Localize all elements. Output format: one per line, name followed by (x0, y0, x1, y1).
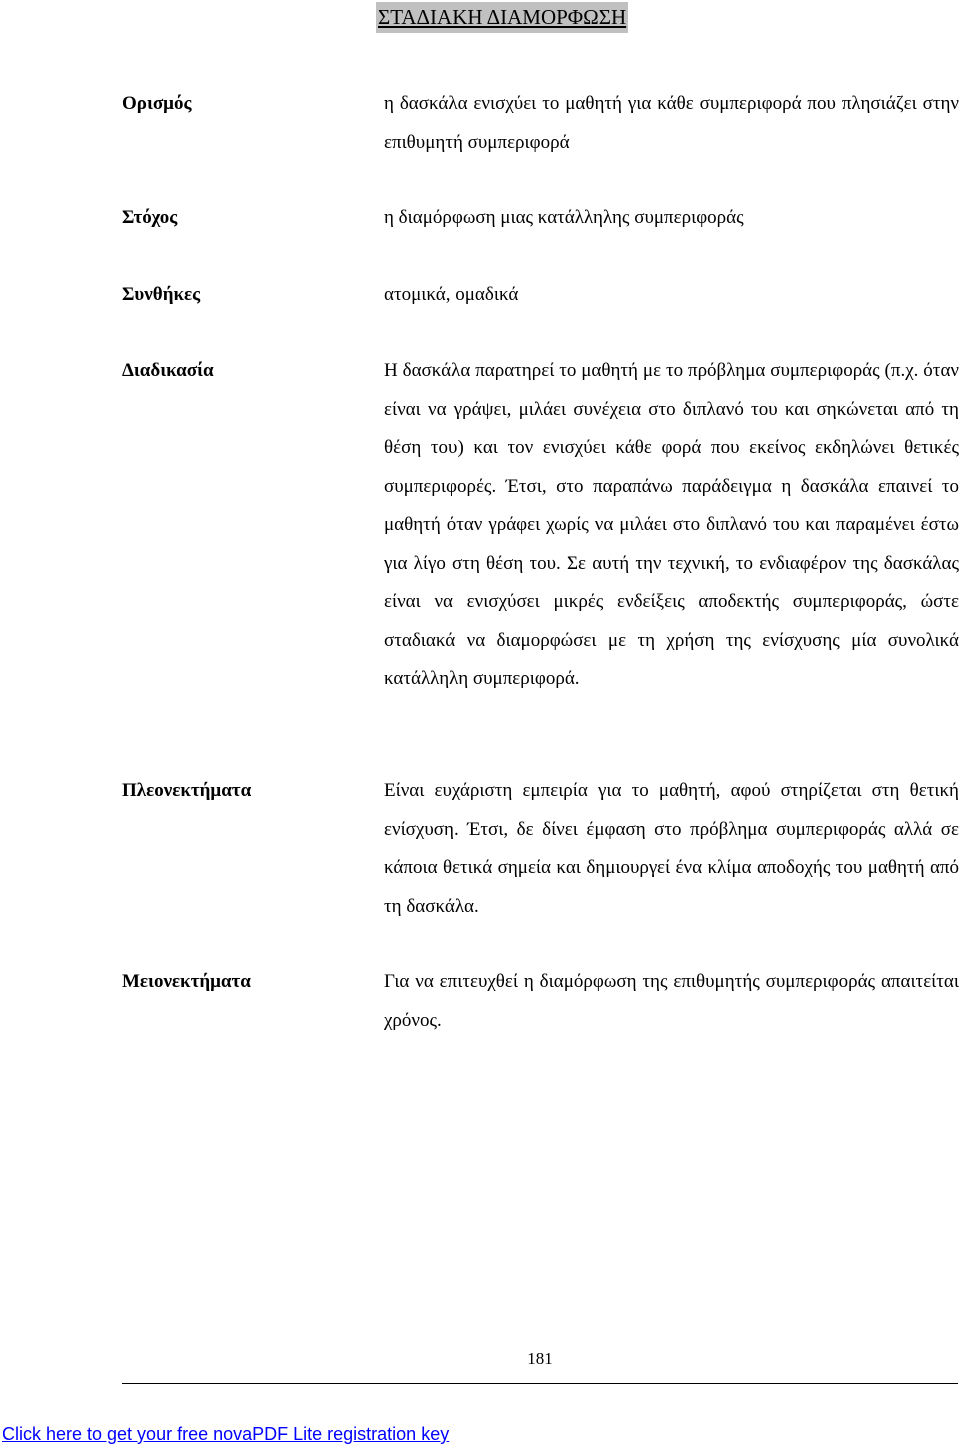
page-number: 181 (527, 1349, 553, 1368)
section-label-goal: Στόχος (122, 207, 178, 228)
section-text-goal: η διαμόρφωση μιας κατάλληλης συμπεριφοράς (384, 207, 744, 228)
registration-link[interactable]: Click here to get your free novaPDF Lite registration key (2, 1424, 450, 1444)
section-text-advantages: Είναι ευχάριστη εμπειρία για το μαθητή, αφού στηρίζεται στη θετική ενίσχυση. Έτσι, δε δίνει έμφαση στο πρόβλημα συμπεριφοράς αλλά σε κάποια θετικά σημεία και δημιουργεί ένα κλίμα αποδοχής του μαθητή από τη δασκάλα. (384, 780, 959, 917)
section-label-definition: Ορισμός (122, 93, 192, 114)
section-label-procedure: Διαδικασία (122, 360, 214, 381)
footer-divider (122, 1383, 958, 1384)
section-label-disadvantages: Μειονεκτήματα (122, 971, 251, 992)
section-text-disadvantages: Για να επιτευχθεί η διαμόρφωση της επιθυμητής συμπεριφοράς απαιτείται χρόνος. (384, 971, 959, 1031)
section-label-conditions: Συνθήκες (122, 284, 201, 305)
section-text-definition: η δασκάλα ενισχύει το μαθητή για κάθε συμπεριφορά που πλησιάζει στην επιθυμητή συμπεριφορά (384, 93, 959, 153)
page-title: ΣΤΑΔΙΑΚΗ ΔΙΑΜΟΡΦΩΣΗ (376, 2, 628, 33)
section-label-advantages: Πλεονεκτήματα (122, 780, 252, 801)
section-text-procedure: Η δασκάλα παρατηρεί το μαθητή με το πρόβλημα συμπεριφοράς (π.χ. όταν είναι να γράψει, μιλάει συνέχεια στο διπλανό του και σηκώνεται από τη θέση του) και τον ενισχύει κάθε φορά που εκείνος εκδηλώνει θετικές συμπεριφορές. Έτσι, στο παραπάνω παράδειγμα η δασκάλα επαινεί το μαθητή όταν γράφει χωρίς να μιλάει στο διπλανό του και παραμένει έστω για λίγο στη θέση του. Σε αυτή την τεχνική, το ενδιαφέρον της δασκάλας είναι να ενισχύσει μικρές ενδείξεις αποδεκτής συμπεριφοράς, ώστε σταδιακά να διαμορφώσει με τη χρήση της ενίσχυσης μία συνολικά κατάλληλη συμπεριφορά. (384, 360, 959, 689)
section-text-conditions: ατομικά, ομαδικά (384, 284, 519, 305)
